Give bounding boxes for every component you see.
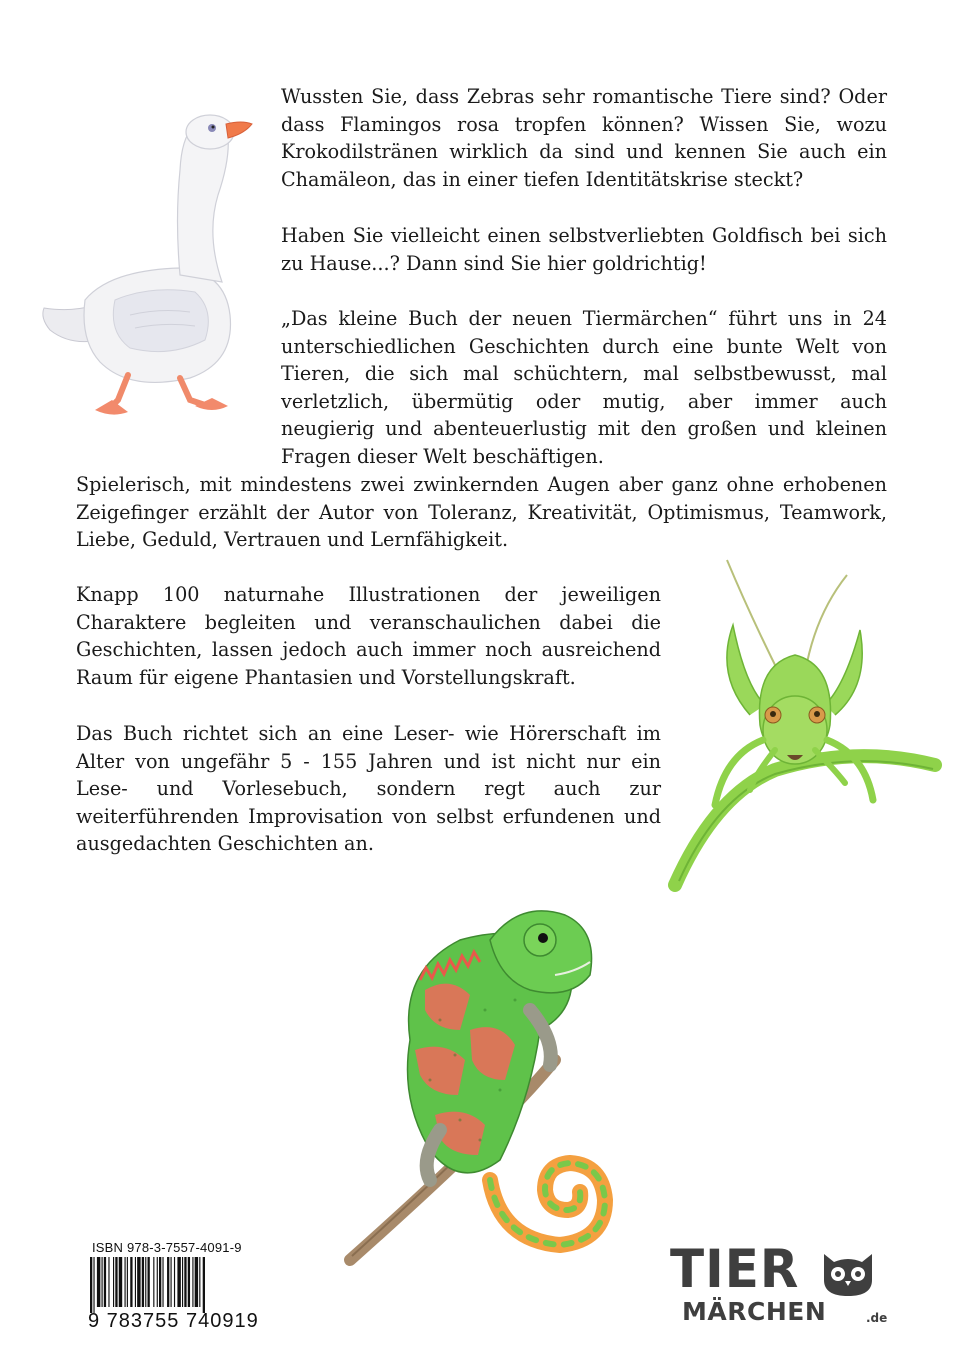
barcode-bar — [153, 1257, 154, 1307]
grasshopper-illustration — [655, 555, 945, 895]
goldfish-paragraph: Haben Sie vielleicht einen selbstverliebten Goldfisch bei sich zu Hause...? Dann sind Sie hier goldrichtig! — [281, 224, 887, 275]
barcode-bar — [199, 1257, 200, 1307]
barcode-bar — [127, 1257, 128, 1307]
barcode-bar — [119, 1257, 122, 1307]
barcode-bar — [135, 1257, 136, 1307]
barcode-bar — [174, 1257, 175, 1307]
barcode-bar — [130, 1257, 132, 1307]
barcode-bar — [177, 1257, 180, 1307]
barcode-bar — [108, 1257, 109, 1307]
barcode-bar — [137, 1257, 140, 1307]
barcode-bar — [157, 1257, 158, 1307]
isbn-label: ISBN 978-3-7557-4091-9 — [92, 1240, 242, 1255]
logo-suffix: .de — [866, 1311, 888, 1325]
barcode-bar — [104, 1257, 106, 1307]
barcode-bar — [192, 1257, 193, 1307]
barcode-bar — [171, 1257, 172, 1307]
barcode-bar — [125, 1257, 126, 1307]
barcode-bar — [90, 1257, 92, 1313]
tiermaerchen-logo — [668, 1238, 898, 1340]
logo-line-tier: TIER — [670, 1238, 800, 1300]
barcode-bar — [93, 1257, 94, 1313]
illustrations-paragraph: Knapp 100 naturnahe Illustrationen der jeweiligen Charaktere begleiten und veranschaulichen dabei die Geschichten, lassen jedoch auch immer noch ausreichend Raum für eigene Phantasien und Vorstellungskraft. — [76, 583, 661, 689]
isbn-barcode — [88, 1240, 259, 1340]
intro-paragraph: Wussten Sie, dass Zebras sehr romantische Tiere sind? Oder dass Flamingos rosa tropfen können? Wissen Sie, wozu Krokodilstränen wirklich da sind und kennen Sie auch ein Chamäleon, das in einer tiefen Identitätskrise steckt? — [281, 85, 887, 191]
barcode-bar — [184, 1257, 186, 1307]
barcode-digits: 9 783755 740919 — [88, 1310, 259, 1332]
owl-icon — [820, 1250, 876, 1298]
barcode-bar — [97, 1257, 100, 1307]
barcode-bar — [195, 1257, 198, 1307]
barcode-bar — [159, 1257, 161, 1307]
audience-paragraph: Das Buch richtet sich an eine Leser- wie Hörerschaft im Alter von ungefähr 5 - 155 Jahren und ist nicht nur ein Lese- und Vorlesebuch, sondern regt auch zur weiterführenden Improvisation von selbst erfundenen und ausgedachten Geschichten an. — [76, 722, 661, 856]
barcode-bar — [142, 1257, 144, 1307]
chameleon-illustration — [340, 880, 640, 1270]
barcode-bar — [115, 1257, 117, 1307]
goose-illustration — [30, 100, 260, 430]
barcode-bar — [203, 1257, 205, 1313]
barcode-bars — [88, 1257, 248, 1317]
barcode-bar — [145, 1257, 146, 1307]
barcode-bar — [102, 1257, 103, 1307]
barcode-bar — [113, 1257, 114, 1307]
logo-line-maerchen: MÄRCHEN — [682, 1297, 827, 1326]
barcode-bar — [167, 1257, 169, 1307]
barcode-bar — [182, 1257, 183, 1307]
barcode-bar — [148, 1257, 150, 1307]
book-description-paragraph: „Das kleine Buch der neuen Tiermärchen“ führt uns in 24 unterschiedlichen Geschichten durch eine bunte Welt von Tieren, die sich mal schüchtern, mal selbstbewusst, mal verletzlich, übermütig oder mutig, aber immer auch neugierig und abenteuerlustig mit den großen und kleinen Fragen dieser Welt beschäftigen. — [281, 307, 887, 468]
themes-paragraph: Spielerisch, mit mindestens zwei zwinkernden Augen aber ganz ohne erhobenen Zeigefinger erzählt der Autor von Toleranz, Kreativität, Optimismus, Teamwork, Liebe, Geduld, Vertrauen und Lernfähigkeit. — [76, 473, 887, 552]
barcode-bar — [162, 1257, 163, 1307]
barcode-bar — [188, 1257, 190, 1307]
